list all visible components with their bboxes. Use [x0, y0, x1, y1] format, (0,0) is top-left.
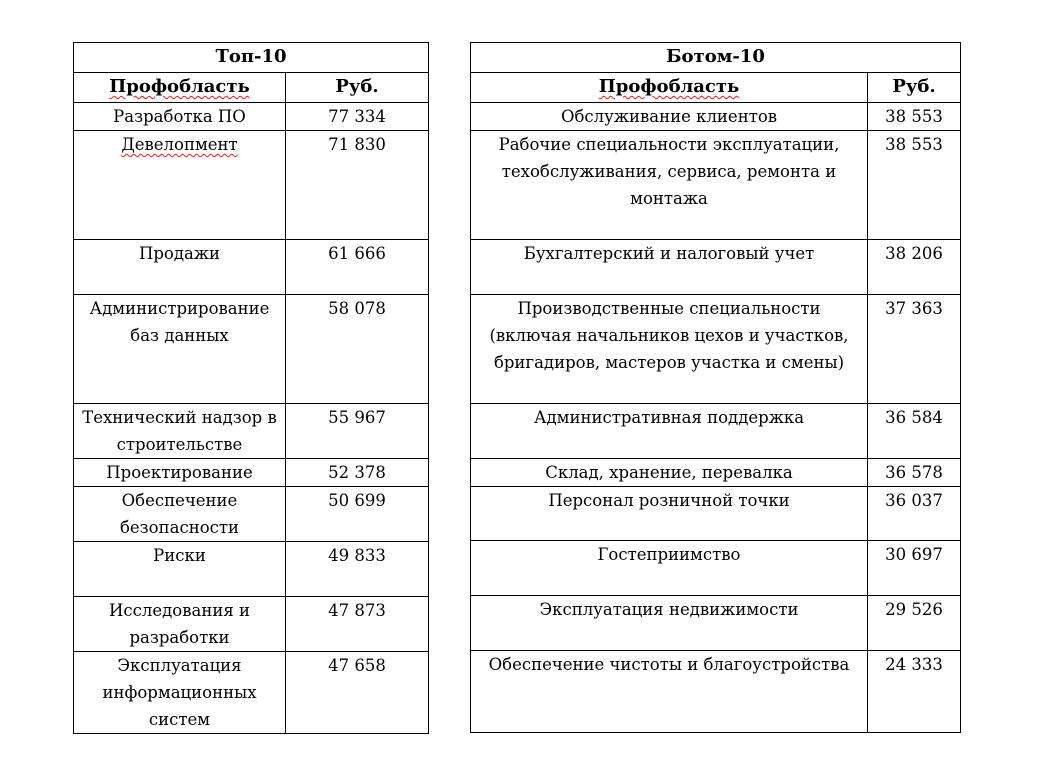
rub-cell: 61 666: [286, 240, 429, 295]
table-row: [74, 103, 429, 131]
rub-cell: 55 967: [286, 404, 429, 459]
area-cell: Администрирование баз данных: [74, 295, 286, 404]
rub-cell: 38 553: [868, 103, 961, 131]
area-cell: Девелопмент: [74, 131, 286, 240]
table-row: [471, 404, 961, 459]
area-cell: Исследования и разработки: [74, 597, 286, 652]
table-row: [74, 131, 429, 240]
area-cell: Обеспечение безопасности: [74, 487, 286, 542]
rub-cell: 52 378: [286, 459, 429, 487]
table-row: [471, 131, 961, 240]
rub-cell: 24 333: [868, 651, 961, 733]
area-cell: Технический надзор в строительстве: [74, 404, 286, 459]
table-row: [471, 596, 961, 651]
table-row: [471, 541, 961, 596]
rub-cell: 58 078: [286, 295, 429, 404]
rub-cell: 37 363: [868, 295, 961, 404]
rub-cell: 50 699: [286, 487, 429, 542]
area-cell: Эксплуатация недвижимости: [471, 596, 868, 651]
rub-cell: 36 578: [868, 459, 961, 487]
rub-cell: 49 833: [286, 542, 429, 597]
bottom-10-table: [470, 42, 961, 733]
area-cell: Проектирование: [74, 459, 286, 487]
rub-cell: 36 584: [868, 404, 961, 459]
table-row: [74, 459, 429, 487]
area-cell: Риски: [74, 542, 286, 597]
table-row: [74, 542, 429, 597]
rub-cell: 30 697: [868, 541, 961, 596]
rub-cell: 36 037: [868, 487, 961, 541]
rub-cell: 38 206: [868, 240, 961, 295]
area-cell: Разработка ПО: [74, 103, 286, 131]
table-row: [74, 487, 429, 542]
area-cell: Обслуживание клиентов: [471, 103, 868, 131]
area-cell: Гостеприимство: [471, 541, 868, 596]
area-cell: Производственные специальности (включая начальников цехов и участков, бригадиров, мастеров участка и смены): [471, 295, 868, 404]
table-row: [74, 295, 429, 404]
area-cell: Продажи: [74, 240, 286, 295]
table-row: [74, 652, 429, 734]
area-cell: Рабочие специальности эксплуатации, техобслуживания, сервиса, ремонта и монтажа: [471, 131, 868, 240]
area-cell: Эксплуатация информационных систем: [74, 652, 286, 734]
top-10-title: Топ-10: [74, 43, 429, 73]
rub-cell: 29 526: [868, 596, 961, 651]
table-row: [471, 487, 961, 541]
table-row: [471, 240, 961, 295]
area-cell: Административная поддержка: [471, 404, 868, 459]
bottom-10-title: Ботом-10: [471, 43, 961, 73]
bottom-col-area: Профобласть: [471, 73, 868, 103]
table-row: [74, 404, 429, 459]
rub-cell: 71 830: [286, 131, 429, 240]
table-row: [74, 240, 429, 295]
area-cell: Бухгалтерский и налоговый учет: [471, 240, 868, 295]
table-row: [471, 295, 961, 404]
bottom-col-rub: Руб.: [868, 73, 961, 103]
area-cell: Склад, хранение, перевалка: [471, 459, 868, 487]
top-col-area: Профобласть: [74, 73, 286, 103]
rub-cell: 77 334: [286, 103, 429, 131]
top-col-rub: Руб.: [286, 73, 429, 103]
top-10-table: [73, 42, 429, 734]
table-row: [471, 459, 961, 487]
area-cell: Персонал розничной точки: [471, 487, 868, 541]
rub-cell: 47 658: [286, 652, 429, 734]
area-cell: Обеспечение чистоты и благоустройства: [471, 651, 868, 733]
table-row: [471, 103, 961, 131]
table-row: [471, 651, 961, 733]
rub-cell: 47 873: [286, 597, 429, 652]
rub-cell: 38 553: [868, 131, 961, 240]
table-row: [74, 597, 429, 652]
